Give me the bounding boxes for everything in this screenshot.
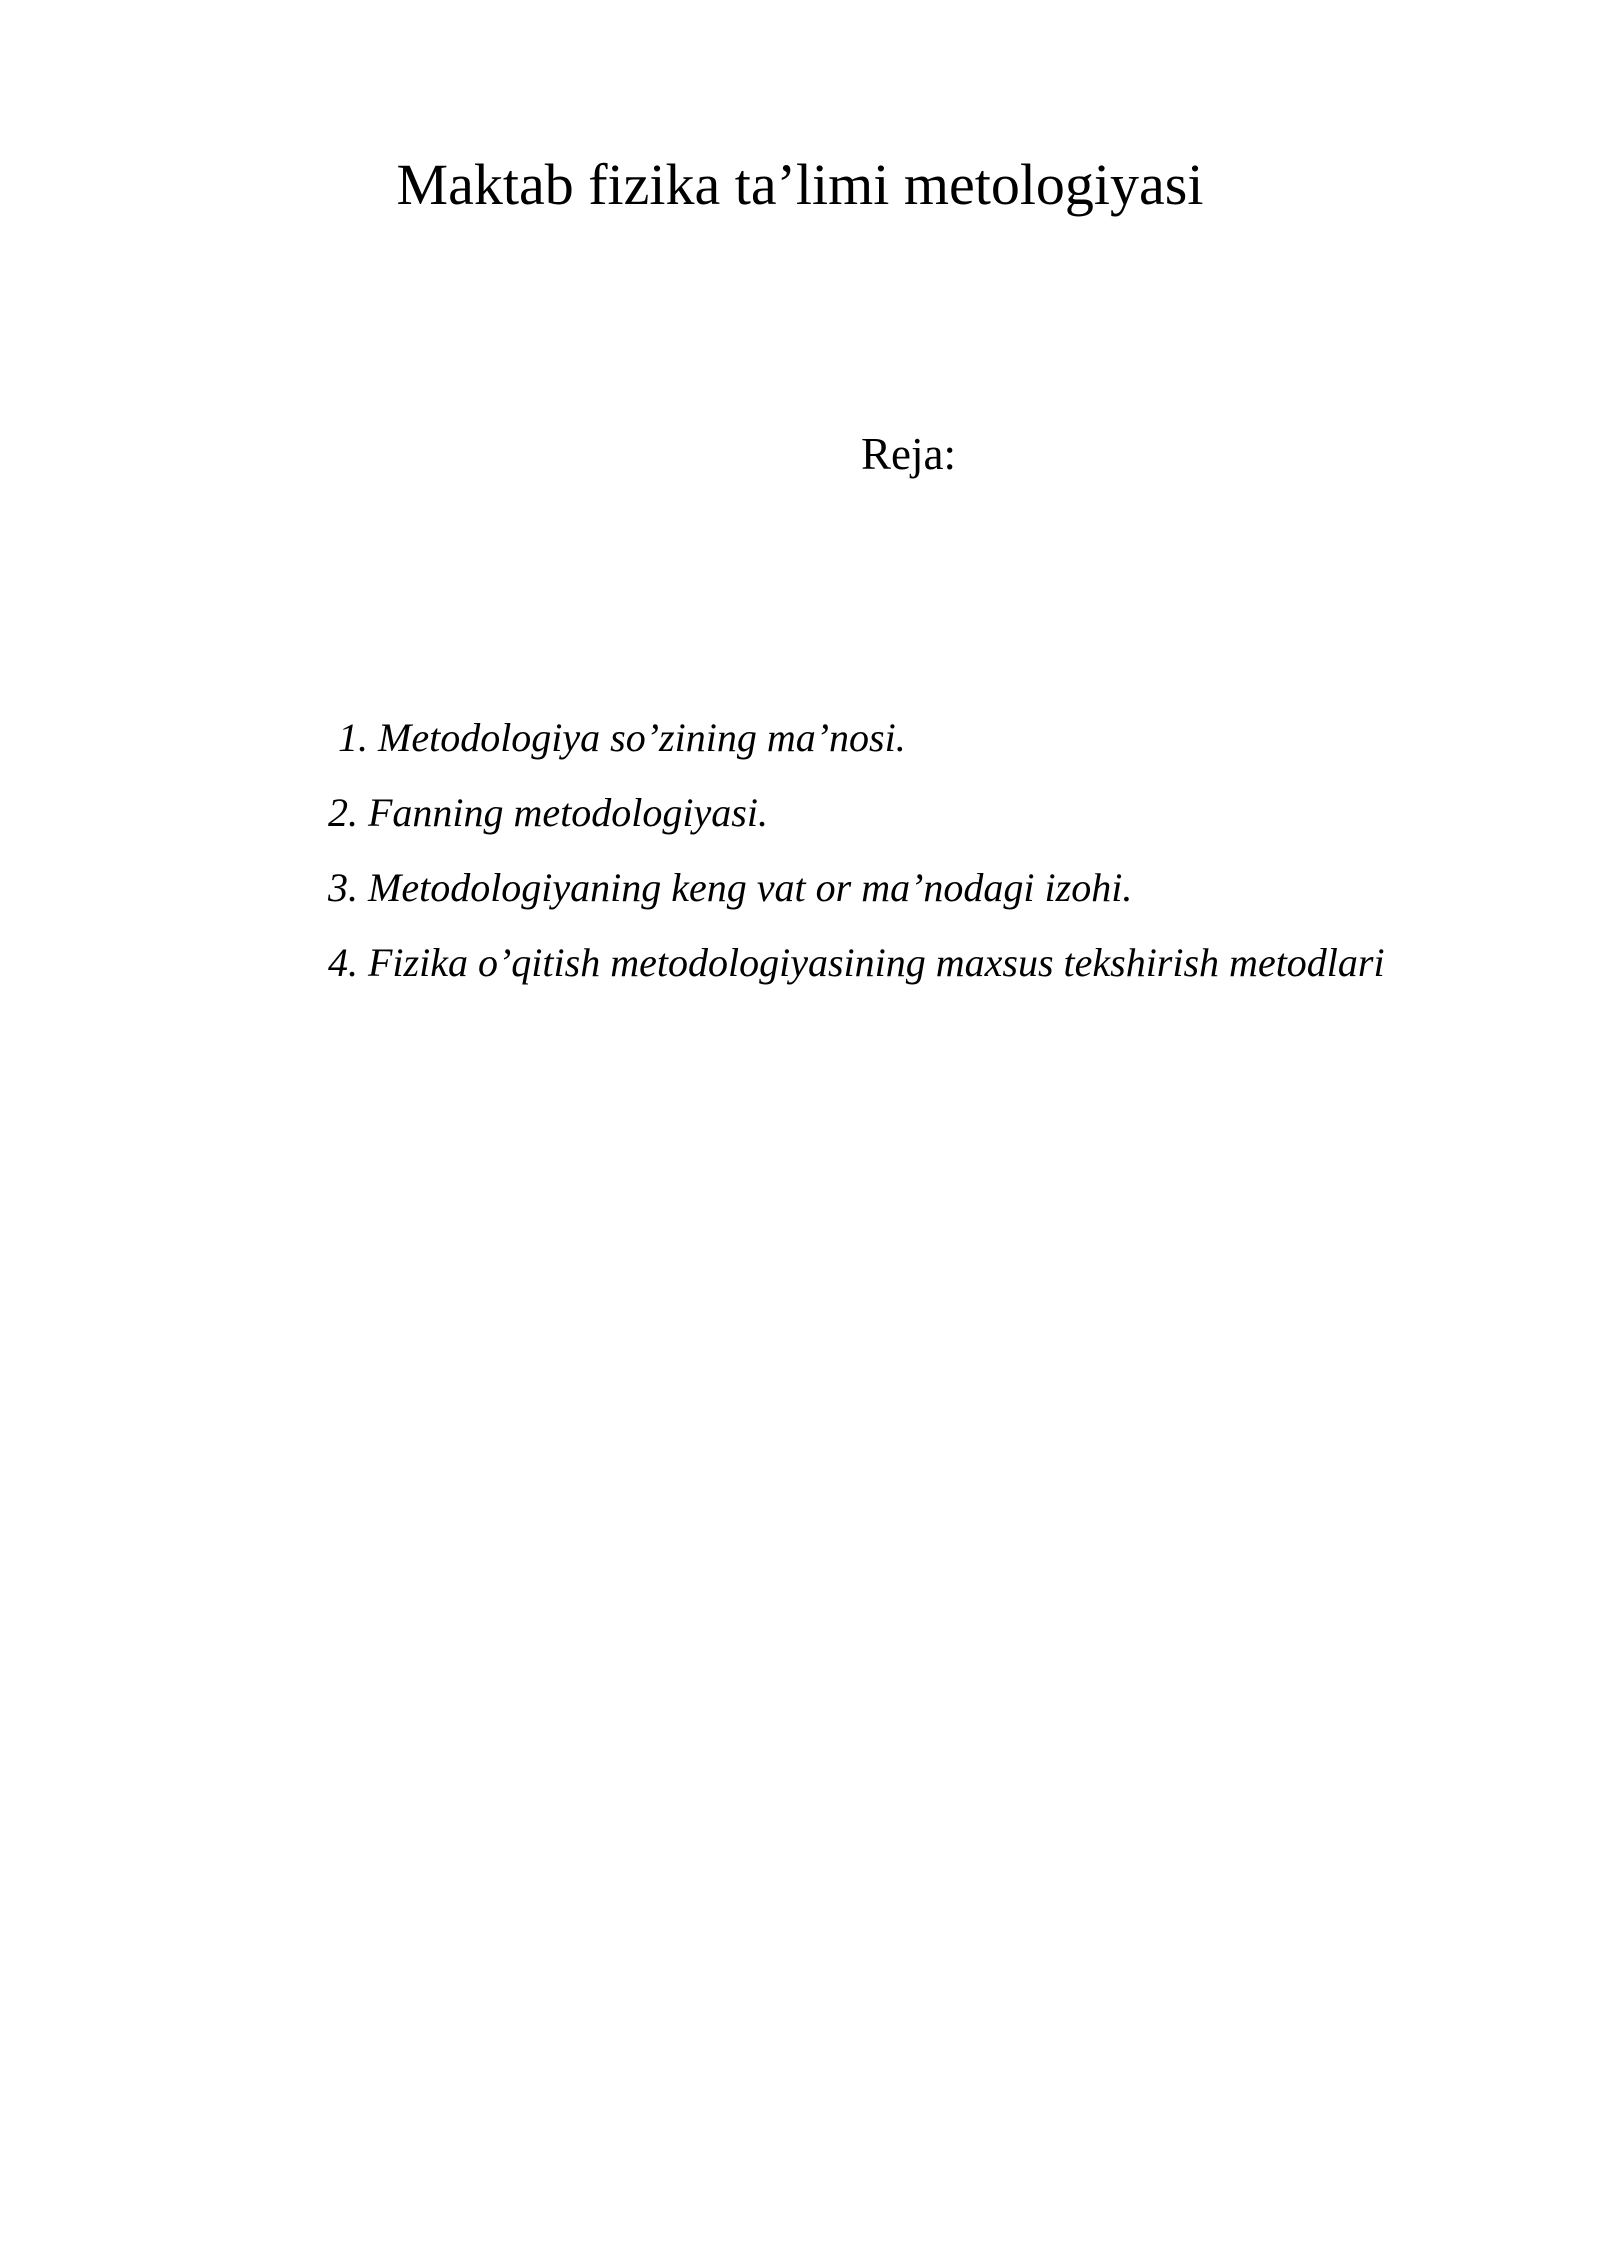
plan-heading: Reja: xyxy=(861,429,956,479)
plan-list xyxy=(328,700,1385,1000)
plan-item: 1. Metodologiya so’zining ma’nosi. xyxy=(338,715,906,760)
plan-item: 3. Metodologiyaning keng vat or ma’nodagi izohi. xyxy=(328,865,1133,910)
plan-item: 2. Fanning metodologiyasi. xyxy=(328,790,768,835)
document-title: Maktab fizika ta’limi metologiyasi xyxy=(396,152,1204,217)
plan-item: 4. Fizika o’qitish metodologiyasining maxsus tekshirish metodlari xyxy=(328,940,1385,985)
